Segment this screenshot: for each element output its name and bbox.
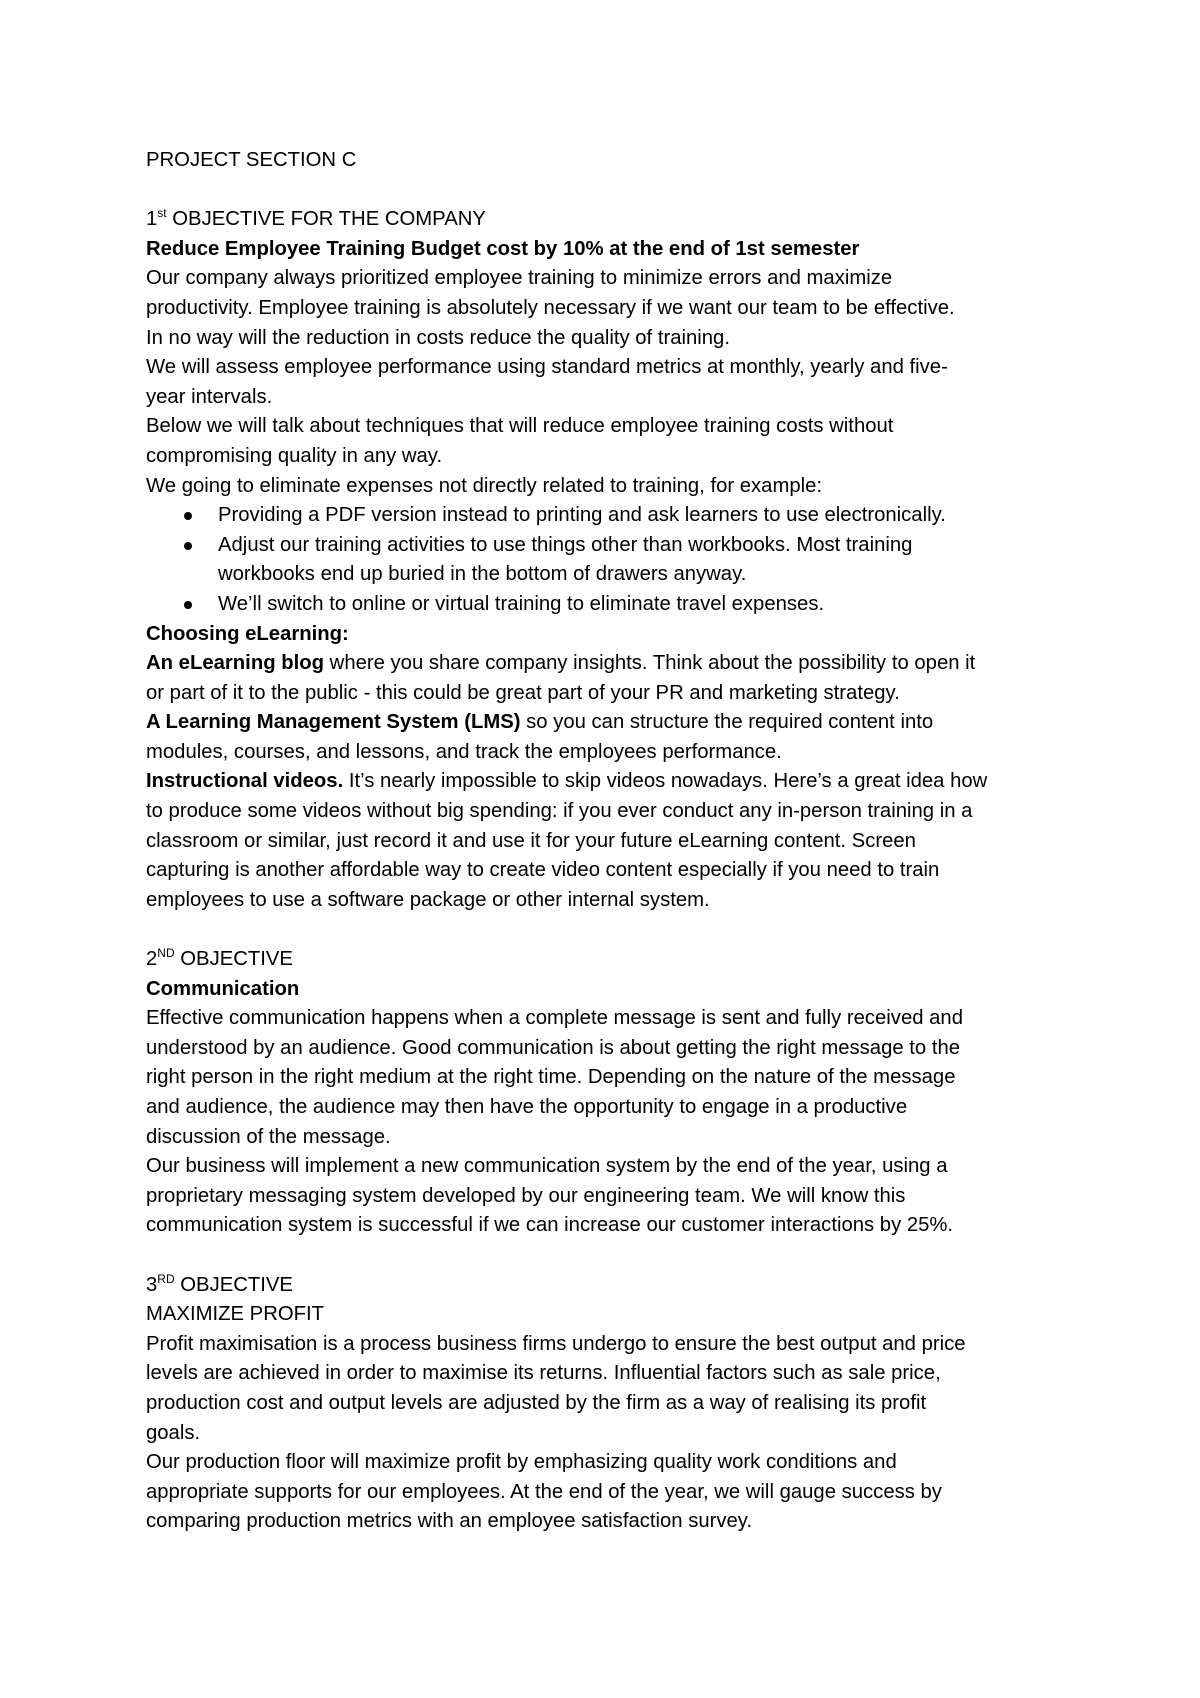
objective-3-heading: 3RD OBJECTIVE [146, 1271, 293, 1296]
bullet-item [146, 501, 1076, 531]
paragraph-line: We going to eliminate expenses not directly related to training, for example: [146, 474, 823, 497]
paragraph-line: production cost and output levels are adjusted by the firm as a way of realising its profit [146, 1391, 927, 1414]
objective-2-section [146, 945, 1076, 1241]
blank-line [146, 176, 1076, 206]
document-title: PROJECT SECTION C [146, 149, 357, 171]
paragraph-line: We will assess employee performance using standard metrics at monthly, yearly and five- [146, 356, 948, 379]
bullet-icon [184, 542, 192, 550]
paragraph-line: modules, courses, and lessons, and track the employees performance. [146, 740, 782, 763]
paragraph-line: A Learning Management System (LMS) so you can structure the required content into [146, 711, 934, 734]
paragraph-line: appropriate supports for our employees. At the end of the year, we will gauge success by [146, 1480, 942, 1503]
objective-3-subheading: MAXIMIZE PROFIT [146, 1303, 325, 1326]
paragraph-line: or part of it to the public - this could be great part of your PR and marketing strategy. [146, 681, 900, 704]
bullet-icon [184, 601, 192, 609]
paragraph-line: productivity. Employee training is absolutely necessary if we want our team to be effective. [146, 296, 955, 319]
paragraph-line: Our business will implement a new communication system by the end of the year, using a [146, 1155, 948, 1178]
paragraph-line: Our production floor will maximize profit by emphasizing quality work conditions and [146, 1451, 897, 1474]
paragraph-line: In no way will the reduction in costs reduce the quality of training. [146, 326, 730, 349]
paragraph-line: Instructional videos. It’s nearly impossible to skip videos nowadays. Here’s a great idea how [146, 770, 988, 793]
document-page [146, 146, 1076, 1537]
bullet-item [146, 590, 1076, 620]
bullet-text: We’ll switch to online or virtual training to eliminate travel expenses. [218, 592, 825, 615]
paragraph-line: Profit maximisation is a process business firms undergo to ensure the best output and price [146, 1332, 966, 1355]
bullet-text: Adjust our training activities to use things other than workbooks. Most training [218, 533, 913, 556]
paragraph-line: compromising quality in any way. [146, 444, 443, 467]
paragraph-line: understood by an audience. Good communication is about getting the right message to the [146, 1036, 961, 1059]
paragraph-line: communication system is successful if we can increase our customer interactions by 25%. [146, 1214, 954, 1237]
objective-1-heading: 1st OBJECTIVE FOR THE COMPANY [146, 206, 486, 231]
bullet-icon [184, 512, 192, 520]
bullet-list [146, 501, 1076, 619]
paragraph-line: An eLearning blog where you share company insights. Think about the possibility to open it [146, 652, 976, 675]
paragraph-line: year intervals. [146, 385, 273, 408]
elearning-heading: Choosing eLearning: [146, 622, 349, 645]
paragraph-line: comparing production metrics with an employee satisfaction survey. [146, 1510, 753, 1533]
paragraph-line: levels are achieved in order to maximise its returns. Influential factors such as sale price, [146, 1362, 941, 1385]
objective-1-subheading: Reduce Employee Training Budget cost by 10% at the end of 1st semester [146, 237, 860, 260]
paragraph-line: to produce some videos without big spending: if you ever conduct any in-person training in a [146, 800, 973, 823]
paragraph-line: Our company always prioritized employee training to minimize errors and maximize [146, 267, 893, 290]
paragraph-line: and audience, the audience may then have the opportunity to engage in a productive [146, 1096, 908, 1118]
blank-line [146, 915, 1076, 945]
objective-3-section [146, 1271, 1076, 1537]
objective-2-subheading: Communication [146, 977, 300, 1000]
paragraph-line: employees to use a software package or other internal system. [146, 888, 710, 911]
paragraph-line: right person in the right medium at the right time. Depending on the nature of the message [146, 1066, 956, 1089]
paragraph-line: capturing is another affordable way to create video content especially if you need to train [146, 859, 940, 882]
objective-2-heading: 2ND OBJECTIVE [146, 946, 293, 971]
paragraph-line: classroom or similar, just record it and use it for your future eLearning content. Screen [146, 829, 916, 852]
paragraph-line: discussion of the message. [146, 1125, 391, 1148]
paragraph-line: Below we will talk about techniques that will reduce employee training costs without [146, 415, 894, 438]
paragraph-line: proprietary messaging system developed by our engineering team. We will know this [146, 1184, 906, 1207]
paragraph-line: goals. [146, 1421, 201, 1444]
bullet-item [146, 531, 1076, 590]
bullet-text: workbooks end up buried in the bottom of drawers anyway. [218, 563, 747, 586]
paragraph-line: Effective communication happens when a complete message is sent and fully received and [146, 1007, 963, 1030]
blank-line [146, 1241, 1076, 1271]
bullet-text: Providing a PDF version instead to printing and ask learners to use electronically. [218, 504, 946, 527]
objective-1-section [146, 205, 1076, 915]
